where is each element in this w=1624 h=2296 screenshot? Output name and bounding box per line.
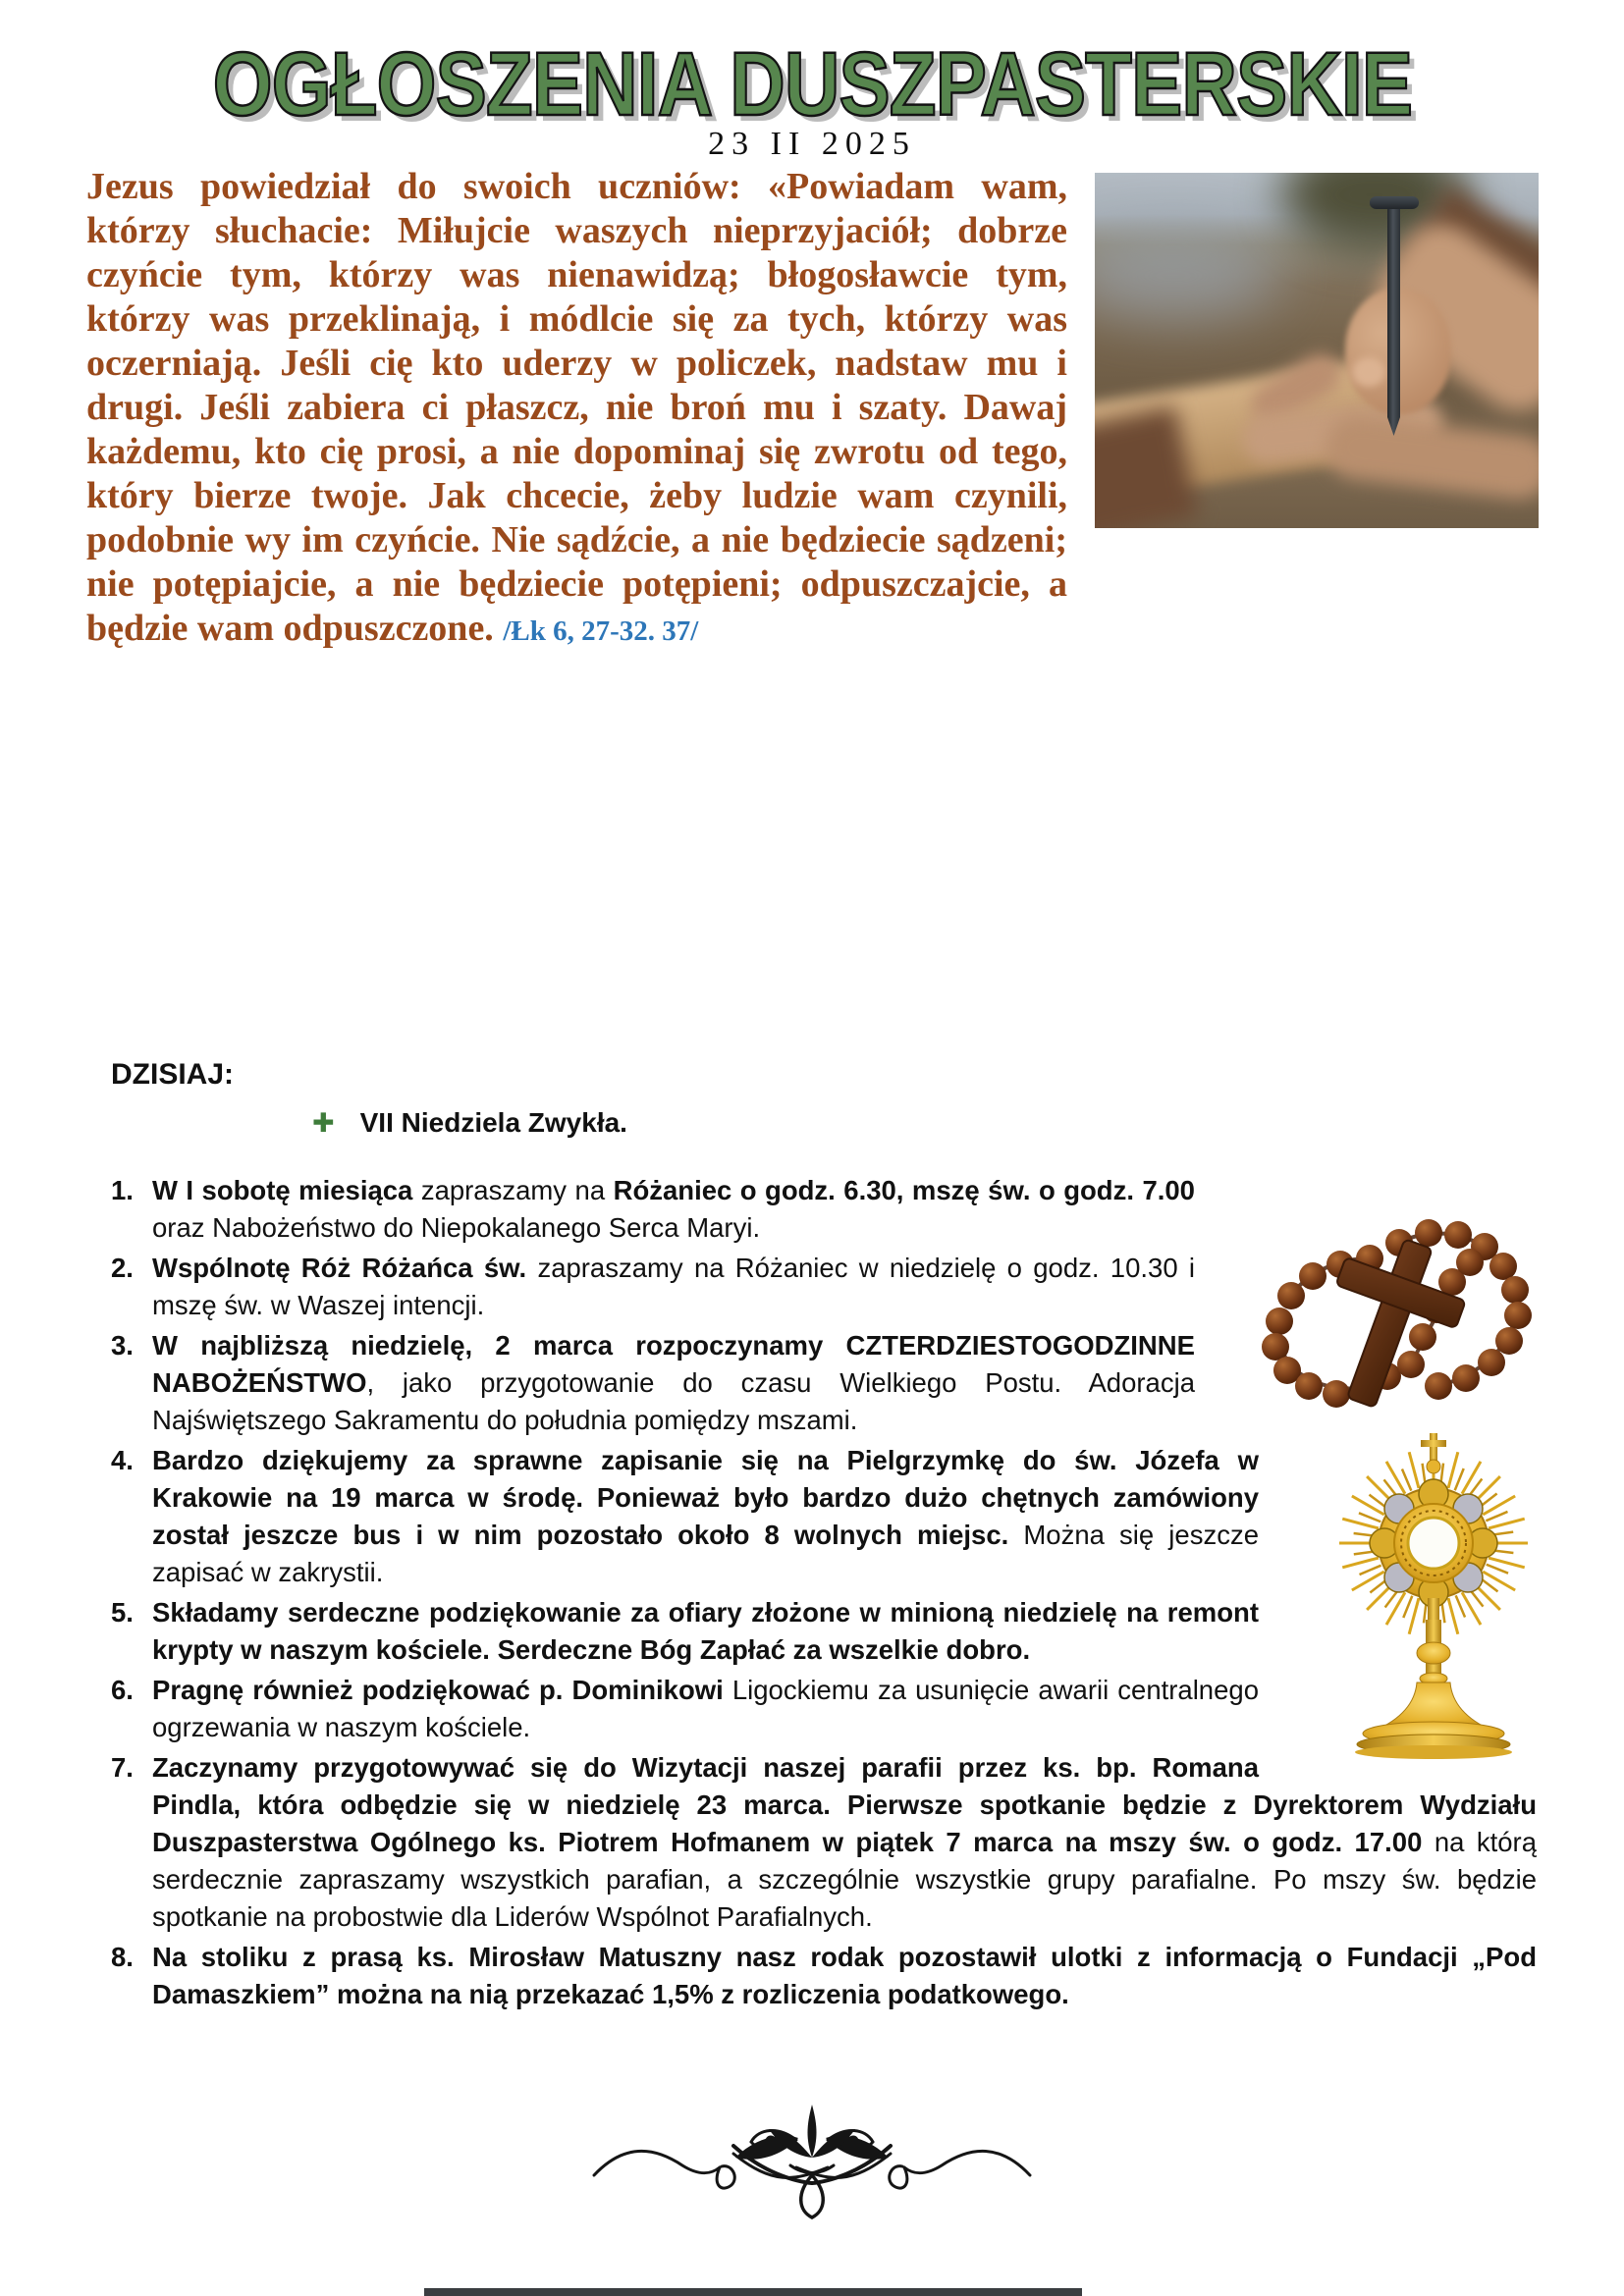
announcement-number: 3. — [111, 1330, 134, 1361]
announcement-text-run: Pragnę również podziękować p. Dominikowi — [152, 1675, 732, 1705]
announcement-number: 7. — [111, 1752, 134, 1783]
announcement-text-run: Ligockiemu za usunięcie awarii centralnego ogrzewania w naszym kościele. — [152, 1675, 1259, 1742]
announcement-text-run: Na stoliku z prasą ks. Mirosław Matuszny nasz rodak pozostawił ulotki z informacją o Fundacji „Pod Damaszkiem” można na nią przekazać 1,5% z rozliczenia podatkowego. — [152, 1942, 1537, 2009]
announcement-text-run: zapraszamy na — [420, 1175, 614, 1205]
today-heading: DZISIAJ: — [111, 1058, 235, 1091]
cross-bullet-icon: ✚ — [312, 1108, 335, 1138]
feast-name: VII Niedziela Zwykła. — [359, 1107, 627, 1138]
crucifixion-photo — [1095, 173, 1539, 528]
announcement-number: 4. — [111, 1445, 134, 1475]
announcement-text-run: zapraszamy na Różaniec w niedzielę o godz. 10.30 i mszę św. w Waszej intencji. — [152, 1253, 1195, 1320]
announcement-number: 2. — [111, 1253, 134, 1283]
rosary-icon — [1242, 1172, 1537, 1417]
page-date: 23 II 2025 — [708, 126, 916, 162]
announcement-text-run: Zaczynamy przygotowywać się do Wizytacji naszej parafii przez ks. bp. Romana Pindla, która odbędzie się w niedzielę 23 marca. Pierwsze spotkanie będzie z Dyrektorem Wydziału Duszpasterstwa Ogólnego ks. Piotrem Hofmanem w piątek 7 marca na mszy św. o godz. 17.00 — [152, 1752, 1537, 1857]
announcement-text-run: W najbliższą niedzielę, 2 marca rozpoczynamy CZTERDZIESTOGODZINNE NABOŻEŃSTWO — [152, 1330, 1195, 1398]
announcement-number: 6. — [111, 1675, 134, 1705]
announcement-text-run: oraz Nabożeństwo do Niepokalanego Serca Maryi. — [152, 1212, 761, 1243]
photo-forearm — [1323, 412, 1539, 503]
photo-knuckle — [1352, 357, 1385, 387]
announcement-text-run: Można się jeszcze zapisać w zakrystii. — [152, 1520, 1259, 1587]
photo-haze — [1095, 232, 1281, 320]
monstrance-icon — [1330, 1425, 1537, 1769]
nail-head-icon — [1370, 196, 1419, 209]
gospel-text-block — [86, 165, 1539, 654]
announcement-item — [111, 1749, 1537, 1936]
announcement-number: 8. — [111, 1942, 134, 1972]
flourish-divider-icon — [586, 2097, 1038, 2229]
announcement-text-run: Składamy serdeczne podziękowanie za ofiary złożone w minioną niedzielę na remont krypty w naszym kościele. Serdeczne Bóg Zapłać za wszelkie dobro. — [152, 1597, 1259, 1665]
nail-icon — [1387, 202, 1400, 436]
announcements-section — [111, 1058, 1537, 2016]
announcement-text-run: W I sobotę miesiąca — [152, 1175, 421, 1205]
announcement-number: 5. — [111, 1597, 134, 1628]
gospel-citation: /Łk 6, 27-32. 37/ — [503, 615, 699, 647]
announcement-text-run: Wspólnotę Róż Różańca św. — [152, 1253, 538, 1283]
page-title-wrap — [0, 34, 1624, 134]
announcement-text-run: Bardzo dziękujemy za sprawne zapisanie się na Pielgrzymkę do św. Józefa w Krakowie na 19 marca w środę. Ponieważ było bardzo dużo chętnych zamówiony został jeszcze bus i w nim pozostało około 8 wolnych miejsc. — [152, 1445, 1259, 1550]
announcements-list — [111, 1172, 1537, 2013]
announcement-item — [111, 1939, 1537, 2013]
announcement-text-run: Różaniec o godz. 6.30, mszę św. o godz. 7.00 — [613, 1175, 1195, 1205]
announcement-text-run: na którą serdecznie zapraszamy wszystkich parafian, a szczególnie wszystkie grupy parafialne. Po mszy św. będzie spotkanie na probostwie dla Liderów Wspólnot Parafialnych. — [152, 1827, 1537, 1932]
gospel-text: Jezus powiedział do swoich uczniów: «Powiadam wam, którzy słuchacie: Miłujcie waszych nieprzyjaciół; dobrze czyńcie tym, którzy was nienawidzą; błogosławcie tym, którzy was przeklinają, i módlcie się za tych, którzy was oczerniają. Jeśli cię kto uderzy w policzek, nadstaw mu i drugi. Jeśli zabiera ci płaszcz, nie broń mu i szaty. Dawaj każdemu, kto cię prosi, a nie dopominaj się zwrotu od tego, który bierze twoje. Jak chcecie, żeby ludzie wam czynili, podobnie wy im czyńcie. Nie sądźcie, a nie będziecie sądzeni; nie potępiajcie, a nie będziecie potępieni; odpuszczajcie, a będzie wam odpuszczone. — [86, 166, 1067, 649]
announcement-text-run: , jako przygotowanie do czasu Wielkiego Postu. Adoracja Najświętszego Sakramentu do południa pomiędzy mszami. — [152, 1367, 1195, 1435]
feast-line — [312, 1107, 1537, 1139]
page-title: OGŁOSZENIA DUSZPASTERSKIE — [212, 34, 1412, 134]
page-bottom-rule — [424, 2288, 1082, 2296]
announcement-number: 1. — [111, 1175, 134, 1205]
rosary-photo — [1213, 1172, 1537, 1425]
monstrance-photo — [1276, 1425, 1537, 1771]
